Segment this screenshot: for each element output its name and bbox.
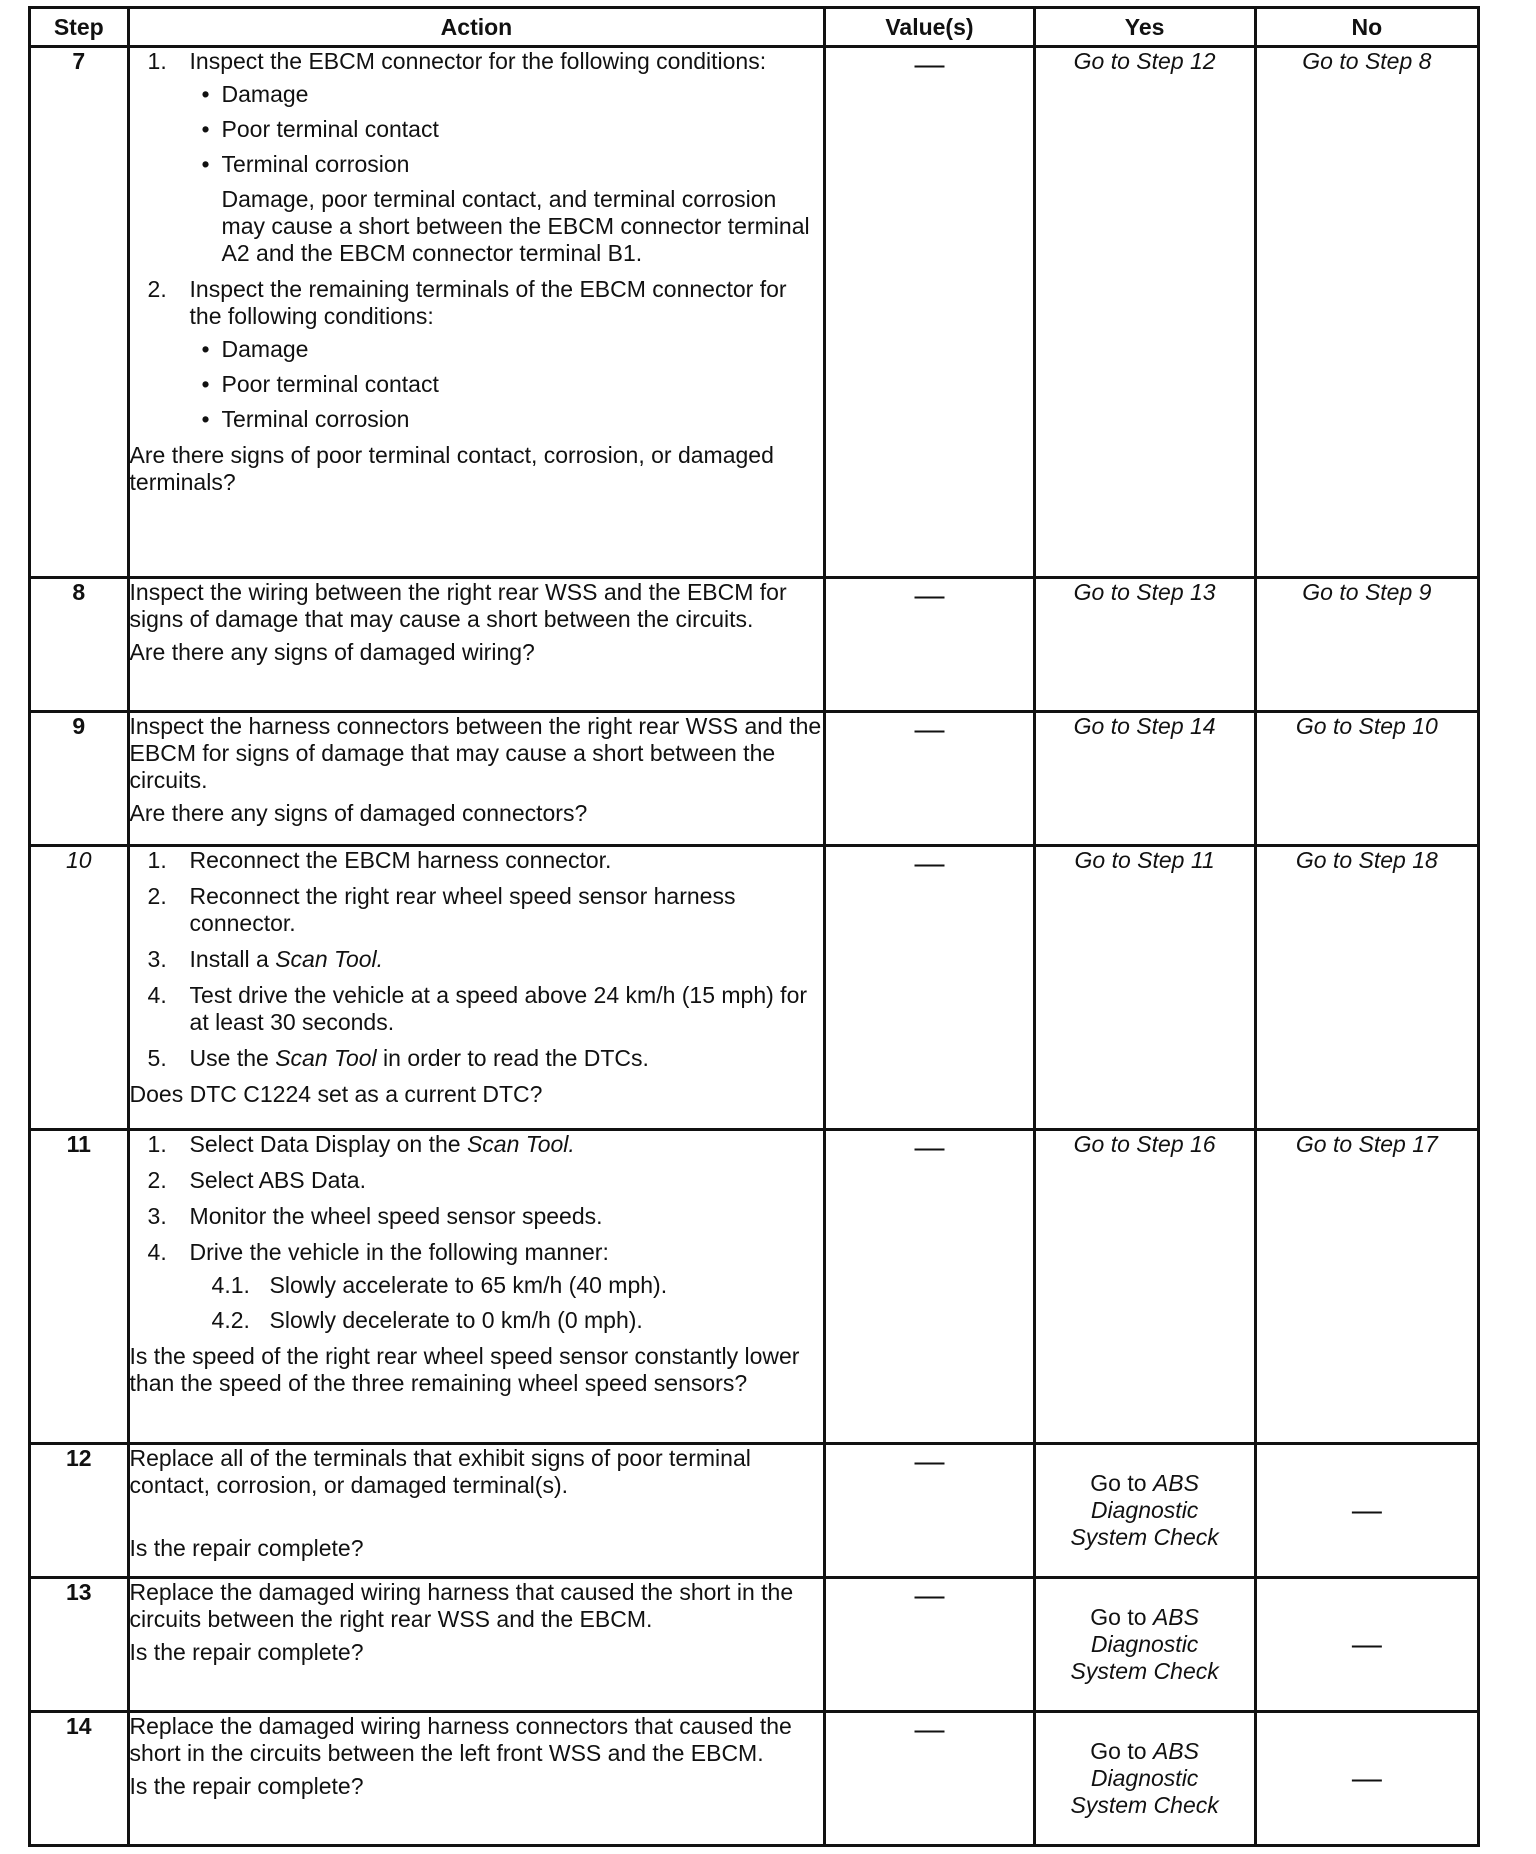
header-yes: Yes [1034,8,1255,47]
action-text: Inspect the harness connectors between the right rear WSS and the EBCM for signs of damage that may cause a short between the circuits. [129,713,822,793]
abs-check-link[interactable]: System Check [1070,1658,1219,1684]
header-action: Action [128,8,825,47]
bullet-text: Terminal corrosion [221,406,410,432]
yes-cell: Go to Step 13 [1034,578,1255,712]
no-cell: — [1255,1444,1478,1578]
table-header-row [30,8,1479,47]
value-cell: — [825,1578,1034,1712]
action-substep [130,1203,824,1230]
action-substep [130,883,824,937]
action-substep [130,1045,824,1072]
scan-tool-ref: Scan Tool. [466,1131,575,1157]
bullet-item [190,371,824,398]
bullet-icon: • [201,151,210,177]
action-substep [130,48,824,267]
action-sub-substep [190,1307,824,1334]
yes-cell: Go to Step 14 [1034,712,1255,846]
abs-check-link[interactable]: System Check [1070,1524,1219,1550]
go-to-text: Go to [1090,1604,1153,1630]
bullet-icon: • [201,371,210,397]
bullet-item [190,406,824,433]
scan-tool-ref: Scan Tool. [275,946,384,972]
step-number: 9 [30,712,129,846]
action-text: Inspect the wiring between the right rear WSS and the EBCM for signs of damage that may cause a short between the circuits. [129,579,787,632]
action-question: Is the repair complete? [129,1639,364,1665]
step-number: 8 [30,578,129,712]
substep-number: 4.1. [211,1272,250,1298]
action-cell [128,1130,825,1444]
action-substep [130,847,824,874]
action-substep [130,1167,824,1194]
action-text: Replace all of the terminals that exhibit signs of poor terminal contact, corrosion, or damaged terminal(s). [129,1445,751,1498]
substep-text: Test drive the vehicle at a speed above 24 km/h (15 mph) for at least 30 seconds. [189,982,808,1035]
no-cell: — [1255,1578,1478,1712]
yes-cell [1034,1578,1255,1712]
action-sub-substep [190,1272,824,1299]
go-to-text: Go to [1090,1470,1153,1496]
substep-text: Use the [189,1045,276,1071]
action-question: Are there any signs of damaged connectors? [129,800,588,826]
bullet-text: Damage [221,336,309,362]
header-no: No [1255,8,1478,47]
table-row-step-14 [30,1712,1479,1846]
substep-text: Install a [189,946,276,972]
action-cell [128,1712,825,1846]
abs-check-link[interactable]: ABS [1152,1470,1199,1496]
substep-text: Select ABS Data. [189,1167,366,1193]
substep-number: 1. [147,48,167,74]
substep-number: 2. [147,1167,167,1193]
bullet-text: Damage [221,81,309,107]
abs-check-link[interactable]: Diagnostic [1090,1497,1199,1523]
table-row-step-11 [30,1130,1479,1444]
substep-note: Damage, poor terminal contact, and terminal corrosion may cause a short between the EBCM connector terminal A2 and the EBCM connector terminal B1. [221,186,810,266]
value-cell: — [825,1712,1034,1846]
action-substep [130,276,824,433]
action-cell [128,1578,825,1712]
bullet-text: Terminal corrosion [221,151,410,177]
substep-text: Inspect the EBCM connector for the following conditions: [189,48,767,74]
header-step: Step [30,8,129,47]
substep-number: 3. [147,946,167,972]
bullet-icon: • [201,81,210,107]
substep-number: 4. [147,1239,167,1265]
value-cell: — [825,712,1034,846]
no-cell: Go to Step 10 [1255,712,1478,846]
substep-text: Slowly accelerate to 65 km/h (40 mph). [269,1272,668,1298]
table-row-step-12 [30,1444,1479,1578]
step-number: 12 [30,1444,129,1578]
table-row-step-9 [30,712,1479,846]
go-to-text: Go to [1090,1738,1153,1764]
substep-text: Reconnect the EBCM harness connector. [189,847,612,873]
bullet-icon: • [201,406,210,432]
substep-number: 3. [147,1203,167,1229]
diagnostic-table [28,6,1480,1847]
action-text: Replace the damaged wiring harness connectors that caused the short in the circuits between the left front WSS and the EBCM. [129,1713,792,1766]
action-question: Is the speed of the right rear wheel speed sensor constantly lower than the speed of the three remaining wheel speed sensors? [129,1343,800,1396]
step-number: 11 [30,1130,129,1444]
abs-check-link[interactable]: ABS [1152,1738,1199,1764]
value-cell: — [825,1444,1034,1578]
bullet-icon: • [201,336,210,362]
header-values: Value(s) [825,8,1034,47]
action-substep [130,1239,824,1334]
action-question: Does DTC C1224 set as a current DTC? [129,1081,543,1107]
bullet-item [190,116,824,143]
yes-cell [1034,1444,1255,1578]
action-substep [130,946,824,973]
value-cell: — [825,1130,1034,1444]
step-number: 14 [30,1712,129,1846]
bullet-icon: • [201,116,210,142]
step-number: 10 [30,846,129,1130]
table-row-step-13 [30,1578,1479,1712]
action-substep [130,1131,824,1158]
action-question: Is the repair complete? [129,1773,364,1799]
no-cell: Go to Step 8 [1255,47,1478,578]
substep-number: 1. [147,1131,167,1157]
abs-check-link[interactable]: ABS [1152,1604,1199,1630]
value-cell: — [825,846,1034,1130]
table-row-step-7 [30,47,1479,578]
substep-number: 4. [147,982,167,1008]
step-number: 13 [30,1578,129,1712]
table-row-step-8 [30,578,1479,712]
substep-text: Select Data Display on the [189,1131,467,1157]
substep-text: Drive the vehicle in the following manner: [189,1239,609,1265]
action-substep [130,982,824,1036]
yes-cell: Go to Step 11 [1034,846,1255,1130]
diagnostic-table-page [28,6,1498,1847]
action-cell [128,1444,825,1578]
action-cell [128,47,825,578]
abs-check-link[interactable]: Diagnostic [1090,1631,1199,1657]
yes-cell: Go to Step 16 [1034,1130,1255,1444]
value-cell: — [825,47,1034,578]
action-cell [128,712,825,846]
substep-number: 2. [147,276,167,302]
bullet-text: Poor terminal contact [221,371,439,397]
scan-tool-ref: Scan Tool [275,1045,377,1071]
substep-text: Inspect the remaining terminals of the EBCM connector for the following conditions: [189,276,787,329]
step-number: 7 [30,47,129,578]
bullet-item [190,336,824,363]
substep-number: 4.2. [211,1307,250,1333]
substep-text: Monitor the wheel speed sensor speeds. [189,1203,603,1229]
action-question: Is the repair complete? [129,1535,364,1561]
bullet-text: Poor terminal contact [221,116,439,142]
substep-number: 1. [147,847,167,873]
substep-text: Reconnect the right rear wheel speed sensor harness connector. [189,883,736,936]
table-row-step-10 [30,846,1479,1130]
bullet-item [190,81,824,108]
substep-number: 5. [147,1045,167,1071]
yes-cell: Go to Step 12 [1034,47,1255,578]
no-cell: Go to Step 18 [1255,846,1478,1130]
action-question: Are there signs of poor terminal contact, corrosion, or damaged terminals? [129,442,774,495]
value-cell: — [825,578,1034,712]
substep-text: Slowly decelerate to 0 km/h (0 mph). [269,1307,643,1333]
no-cell: — [1255,1712,1478,1846]
abs-check-link[interactable]: System Check [1070,1792,1219,1818]
action-cell [128,846,825,1130]
action-text: Replace the damaged wiring harness that caused the short in the circuits between the right rear WSS and the EBCM. [129,1579,794,1632]
no-cell: Go to Step 17 [1255,1130,1478,1444]
no-cell: Go to Step 9 [1255,578,1478,712]
substep-number: 2. [147,883,167,909]
action-question: Are there any signs of damaged wiring? [129,639,535,665]
action-cell [128,578,825,712]
abs-check-link[interactable]: Diagnostic [1090,1765,1199,1791]
yes-cell [1034,1712,1255,1846]
bullet-item [190,151,824,178]
substep-text: in order to read the DTCs. [376,1045,649,1071]
